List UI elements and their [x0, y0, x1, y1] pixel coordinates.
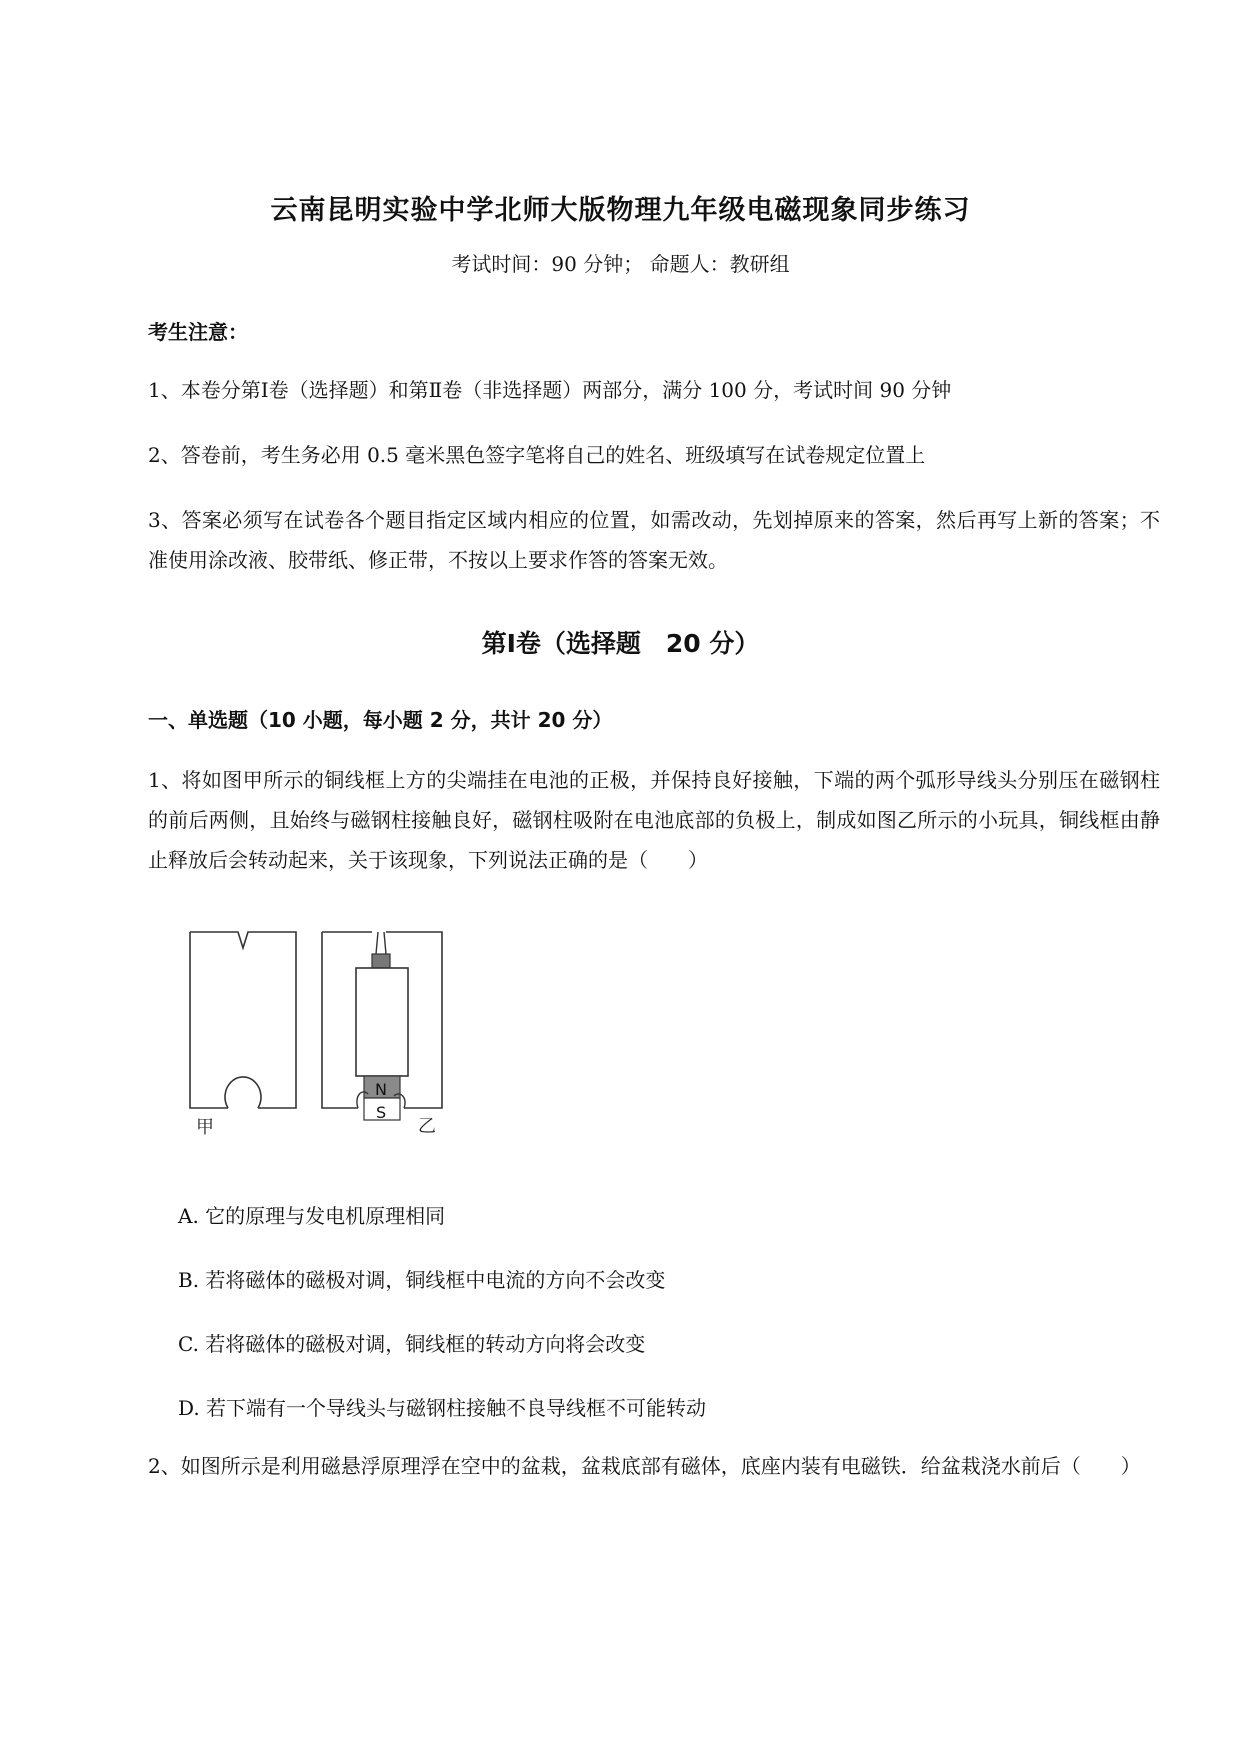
notice-item-3: 3、答案必须写在试卷各个题目指定区域内相应的位置，如需改动，先划掉原来的答案，然后再写上新的答案；不准使用涂改液、胶带纸、修正带，不按以上要求作答的答案无效。	[148, 508, 1160, 572]
magnet-label-n: N	[375, 1080, 387, 1099]
magnet-label-s: S	[376, 1103, 387, 1122]
battery-body	[356, 968, 408, 1076]
question-1-option-b[interactable]: B. 若将磁体的磁极对调，铜线框中电流的方向不会改变	[178, 1268, 666, 1292]
section-title: 第Ⅰ卷（选择题 20 分）	[481, 629, 760, 658]
frame-jia	[190, 932, 296, 1108]
figure-label-jia: 甲	[196, 1117, 214, 1138]
copper-frame-diagram	[186, 928, 456, 1138]
battery-positive-terminal	[372, 954, 390, 968]
figure-label-yi: 乙	[418, 1116, 436, 1137]
exam-subtitle: 考试时间：90 分钟； 命题人：教研组	[451, 252, 790, 276]
question-1-option-c[interactable]: C. 若将磁体的磁极对调，铜线框的转动方向将会改变	[178, 1332, 646, 1356]
notice-item-2: 2、答卷前，考生务必用 0.5 毫米黑色签字笔将自己的姓名、班级填写在试卷规定位置上	[148, 443, 926, 467]
question-1-stem: 1、将如图甲所示的铜线框上方的尖端挂在电池的正极，并保持良好接触，下端的两个弧形导线头分别压在磁钢柱的前后两侧，且始终与磁钢柱接触良好，磁钢柱吸附在电池底部的负极上，制成如图乙所示的小玩具，铜线框由静止释放后会转动起来，关于该现象，下列说法正确的是（ ）	[148, 768, 1160, 872]
notice-item-1: 1、本卷分第Ⅰ卷（选择题）和第Ⅱ卷（非选择题）两部分，满分 100 分，考试时间 90 分钟	[148, 378, 952, 402]
subsection-title: 一、单选题（10 小题，每小题 2 分，共计 20 分）	[148, 708, 613, 732]
question-1-option-a[interactable]: A. 它的原理与发电机原理相同	[178, 1204, 446, 1228]
exam-title: 云南昆明实验中学北师大版物理九年级电磁现象同步练习	[270, 195, 971, 226]
question-1-figure	[186, 928, 456, 1142]
notice-heading: 考生注意：	[148, 320, 248, 344]
question-2-stem: 2、如图所示是利用磁悬浮原理浮在空中的盆栽，盆栽底部有磁体，底座内装有电磁铁．给盆栽浇水前后（ ）	[148, 1454, 1141, 1478]
question-1-option-d[interactable]: D. 若下端有一个导线头与磁钢柱接触不良导线框不可能转动	[178, 1396, 707, 1420]
